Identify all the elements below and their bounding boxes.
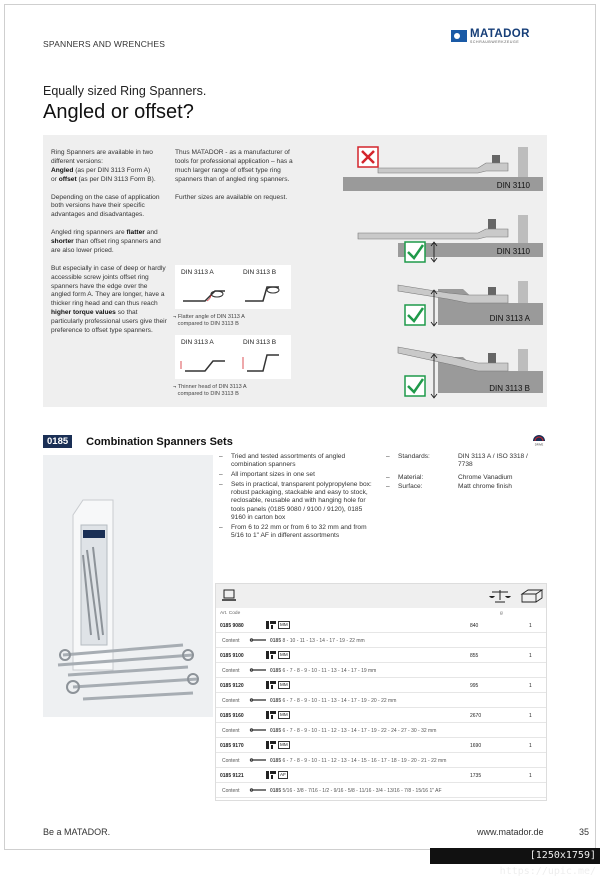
product-header [43, 435, 233, 448]
din-label-2: DIN 3110 [496, 247, 530, 256]
table-row [216, 648, 546, 663]
content-row [216, 783, 546, 798]
head-compare-icon [175, 335, 291, 379]
content-sizes: 0185 6 - 7 - 8 - 9 - 10 - 11 - 12 - 13 - 14 - 17 - 19 - 22 - 24 - 27 - 30 - 32 mm [270, 728, 437, 734]
quantity: 1 [529, 623, 532, 629]
spec-row [386, 453, 528, 470]
art-code: 0185 9160 [220, 713, 244, 719]
content-label: Content [222, 698, 240, 704]
content-label: Content [222, 668, 240, 674]
weight-unit: g [500, 611, 503, 616]
content-sizes: 0185 6 - 7 - 8 - 9 - 10 - 11 - 13 - 14 - 17 - 19 - 20 - 22 mm [270, 698, 397, 704]
weight: 995 [470, 683, 479, 689]
angle-compare-icon [175, 265, 291, 309]
box-icon [520, 589, 544, 603]
unit-badge: MM [280, 622, 288, 627]
content-row [216, 693, 546, 708]
brand-logo [451, 29, 530, 44]
feature-item: – Sets in practical, transparent polypropylene box: robust packaging, stackable and easy to stock, reclosable, reusable and with hanging hole for tools panels (0185 9080 / 9100 / 9120), 0185 9160 in carton box [219, 481, 377, 522]
wrench-icon [250, 638, 266, 642]
spec-key: – Surface: [386, 483, 458, 491]
content-row [216, 723, 546, 738]
din-compare-box-angle [175, 265, 291, 309]
quantity: 1 [529, 743, 532, 749]
art-code-label: Art. Code [220, 611, 241, 616]
table-row [216, 618, 546, 633]
weight: 840 [470, 623, 479, 629]
din-label-a: DIN 3113 A [181, 339, 214, 346]
art-code: 0185 9120 [220, 683, 244, 689]
content-row [216, 753, 546, 768]
unit-badge: MM [280, 712, 288, 717]
wrench-icon [250, 758, 266, 762]
content-label: Content [222, 758, 240, 764]
image-info-bar: [1250x1759] https://upic.me/ [430, 848, 600, 864]
weight: 1690 [470, 743, 482, 749]
table-row [216, 768, 546, 783]
logo-mark-icon [451, 30, 467, 42]
spec-row [386, 474, 528, 482]
quantity: 1 [529, 713, 532, 719]
page [4, 4, 596, 850]
weight: 855 [470, 653, 479, 659]
art-code: 0185 9080 [220, 623, 244, 629]
drive-label: DRIVE [534, 442, 544, 447]
set-box-icon [266, 651, 276, 659]
panel-text-col2: Thus MATADOR - as a manufacturer of tools for professional application – has a much larger range of offset type ring spanners than of angled ring spanners. Further sizes are available on request. [175, 149, 293, 201]
weight: 2670 [470, 713, 482, 719]
spec-value: Matt chrome finish [458, 483, 512, 491]
feature-item: – All important sizes in one set [219, 471, 377, 479]
brand-name: MATADOR [470, 28, 530, 40]
content-row [216, 633, 546, 648]
spec-row [386, 483, 528, 491]
brand-sub: SCHRAUBWERKZEUGE [470, 40, 520, 44]
set-box-icon [266, 681, 276, 689]
content-row [216, 663, 546, 678]
set-box-icon [266, 741, 276, 749]
feature-list [219, 453, 377, 542]
table-subheader [216, 608, 546, 618]
wrench-icon [250, 728, 266, 732]
note-head: ¬ Thinner head of DIN 3113 A compared to DIN 3113 B [173, 384, 247, 397]
footer-slogan: Be a MATADOR. [43, 827, 111, 837]
table-row [216, 678, 546, 693]
unit-badge: AF [280, 772, 286, 777]
intro-subtitle: Equally sized Ring Spanners. [43, 84, 207, 98]
page-title: Angled or offset? [43, 101, 194, 123]
quantity: 1 [529, 683, 532, 689]
wrench-icon [250, 788, 266, 792]
din-label-3: DIN 3113 A [489, 314, 530, 323]
quantity: 1 [529, 653, 532, 659]
content-label: Content [222, 728, 240, 734]
feature-item: – From 6 to 22 mm or from 6 to 32 mm and from 5/16 to 1" AF in different assortments [219, 524, 377, 541]
footer-url[interactable]: www.matador.de [477, 827, 544, 837]
page-number: 35 [579, 827, 590, 837]
content-sizes: 0185 6 - 7 - 8 - 9 - 10 - 11 - 12 - 13 - 14 - 15 - 16 - 17 - 18 - 19 - 20 - 21 - 22 mm [270, 758, 447, 764]
content-sizes: 0185 5/16 - 3/8 - 7/16 - 1/2 - 9/16 - 5/8 - 11/16 - 3/4 - 13/16 - 7/8 - 15/16 1" AF [270, 788, 442, 794]
content-sizes: 0185 8 - 10 - 11 - 13 - 14 - 17 - 19 - 22 mm [270, 638, 365, 644]
section-header: SPANNERS AND WRENCHES [43, 39, 166, 49]
content-sizes: 0185 6 - 7 - 8 - 9 - 10 - 11 - 13 - 14 - 17 - 19 mm [270, 668, 377, 674]
panel-text-col1: Ring Spanners are available in two different versions: Angled (as per DIN 3113 Form A) or offset (as per DIN 3113 Form B). Depending on the case of application both versions have their specific advantages and disadvantages. Angled ring spanners are flatter and shorter than offset ring spanners and are also lower priced. But especially in case of deep or hardly accessible screw joints offset ring spanners have the edge over the angled form A. They are longer, have a thicker ring head and can thus reach higher torque values so that particularly professional users give their preference to offset type spanners. [51, 149, 167, 335]
unit-badge: MM [280, 742, 288, 747]
table-header [216, 584, 546, 608]
content-label: Content [222, 788, 240, 794]
spec-value: DIN 3113 A / ISO 3318 / 7738 [458, 453, 528, 469]
unit-badge: MM [280, 682, 288, 687]
spec-list [386, 453, 528, 493]
product-photo [43, 455, 213, 717]
spec-key: – Material: [386, 474, 458, 482]
spec-value: Chrome Vanadium [458, 473, 513, 481]
spanner-illustrations [338, 135, 547, 407]
info-panel [43, 135, 547, 407]
set-box-icon [266, 771, 276, 779]
table-row [216, 708, 546, 723]
din-compare-box-head [175, 335, 291, 379]
feature-item: – Tried and tested assortments of angled combination spanners [219, 453, 377, 470]
article-badge: 0185 [43, 435, 72, 448]
unit-badge: MM [280, 652, 288, 657]
din-label-b: DIN 3113 B [243, 269, 277, 276]
note-angle: ¬ Flatter angle of DIN 3113 A compared to DIN 3113 B [173, 314, 245, 327]
din-label-b: DIN 3113 B [243, 339, 277, 346]
scale-icon [488, 588, 512, 603]
drive-icon [532, 434, 546, 446]
art-code: 0185 9100 [220, 653, 244, 659]
wrench-icon [250, 668, 266, 672]
set-box-icon [266, 621, 276, 629]
din-label-a: DIN 3113 A [181, 269, 214, 276]
content-label: Content [222, 638, 240, 644]
wrench-icon [250, 698, 266, 702]
din-label-4: DIN 3113 B [489, 384, 530, 393]
din-label-1: DIN 3110 [496, 181, 530, 190]
weight: 1735 [470, 773, 482, 779]
art-code: 0185 9121 [220, 773, 244, 779]
article-table [215, 583, 547, 801]
product-title: Combination Spanners Sets [86, 435, 233, 448]
set-box-icon [266, 711, 276, 719]
laptop-icon [222, 589, 236, 602]
quantity: 1 [529, 773, 532, 779]
art-code: 0185 9170 [220, 743, 244, 749]
spec-key: – Standards: [386, 453, 458, 470]
table-row [216, 738, 546, 753]
